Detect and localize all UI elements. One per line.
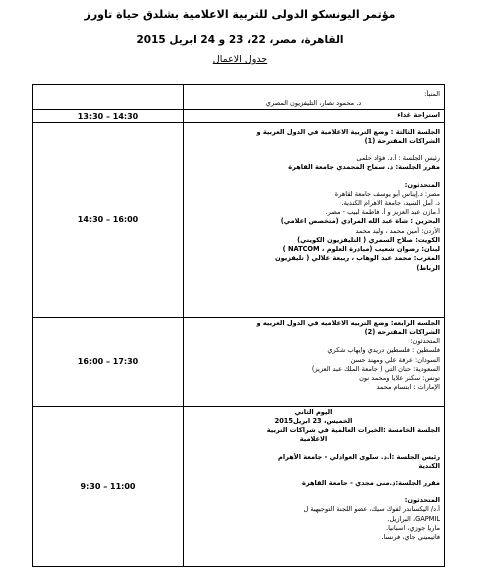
speaker-line: ماريا جوزي، اسبانيا.	[385, 523, 440, 532]
table-row	[33, 406, 445, 566]
time-cell: 16:00 – 17:30	[33, 317, 184, 406]
day-date: الخميس، 23 ابريل2015	[274, 416, 353, 425]
time-cell: 13:30 – 14:30	[33, 110, 184, 122]
speaker-line: الأردن: أمين محمد ، وليد محمد	[355, 226, 440, 235]
session-cell	[184, 122, 445, 317]
lunch-break-label: استراحة غداء	[397, 111, 440, 120]
session-rapporteur: مقرر الجلسة: د. سماح المحمدي جامعة القاهرة	[288, 163, 440, 172]
session-title: الجلسة الخامسة :الخبرات العالمية في شراكات التربية	[266, 426, 440, 435]
schedule-heading: جدول الاعمال	[212, 54, 268, 65]
speaker-line: المغرب: محمد عبد الوهاب ، ربيعة علالي ( تليفزيون	[274, 254, 440, 263]
day-label: اليوم الثاني	[294, 407, 333, 416]
table-row	[33, 110, 445, 122]
speaker-line: البحرين : شاة عبد الله المرادي (متخصص اعلامي)	[280, 217, 440, 226]
time-cell: 9:30 – 11:00	[33, 406, 184, 566]
session-cell	[184, 406, 445, 566]
speakers-label: المتحدثون:	[404, 496, 440, 505]
session-rapporteur: مقرر الجلسة:د.منى مجدي - جامعة القاهرة	[301, 478, 440, 487]
session-title: الجلسة الثالثة : وضع التربية الاعلامية في الدول العربية و	[256, 127, 440, 136]
session-title-cont: الشراكات المقترحة (1)	[364, 136, 440, 145]
speaker-line: مصر: د.إيناس أبو يوسف جامعة لقاهرة	[334, 189, 440, 198]
session-title-cont: الشراكات المقترحه (2)	[364, 327, 440, 336]
speakers-label: المتحدثون:	[410, 337, 440, 346]
speaker-line: د. أمل السيد، جامعة الاهرام الكندية.	[341, 198, 440, 207]
speaker-line: فاتيميني جاي، فرنسا.	[381, 533, 440, 542]
table-row	[33, 122, 445, 317]
speaker-line: الإمارات : ابتسام محمد	[376, 383, 440, 392]
time-cell: 14:30 – 16:00	[33, 122, 184, 317]
venue-label: المنبأ:	[424, 90, 440, 98]
speaker-line: أ.مازن عبد العزيز و أ. فاطمة لبيب - مصر.	[325, 208, 440, 217]
session-cell	[184, 317, 445, 406]
speakers-label: المتحدثون:	[404, 180, 440, 189]
speaker-line: GAPMIL، البرازيل.	[387, 514, 440, 523]
time-cell	[33, 85, 184, 110]
session-chair: رئيس الجلسة :أ.د. سلوى العوادلي - جامعة الأهرام	[278, 452, 440, 461]
session-title-cont: الاعلامية	[299, 435, 328, 444]
session-title: الجلسه الرابعه: وضع التربيه الاعلاميه في الدول العربيه و	[256, 318, 440, 327]
speaker-line: السودان: عرفة علي ومهند حسن	[350, 355, 440, 364]
agenda-table	[32, 84, 445, 567]
speaker-line: فلسطين : فلسطين دريدي وايهاب شكري	[327, 346, 440, 355]
speaker-line: تونس: سكنر علايا ومحمد نون	[359, 373, 440, 382]
venue-text: د. محمود نصار، التليفزيون المصري	[265, 99, 362, 108]
session-cell	[184, 110, 445, 122]
session-cell	[184, 85, 445, 110]
speaker-line: الكويت: صلاح السمري ( التليفزيون الكويتي)	[297, 235, 440, 244]
speaker-line: السعودية: حنان التي ( جامعة الملك عبد العزيز)	[311, 364, 440, 373]
speaker-line: أ.د/ اليكساندر لفوك سيك، عضو اللجنة التوجيهية ل	[303, 505, 440, 514]
conference-date-location: القاهرة، مصر، 22، 23 و 24 ابريل 2015	[136, 34, 344, 46]
session-chair: رئيس الجلسة : أ.د. فؤاد حلمى	[356, 154, 440, 163]
table-row	[33, 317, 445, 406]
session-chair-cont: الكندية	[418, 461, 440, 470]
table-row	[33, 85, 445, 110]
speaker-line: لبنان: رضوان شعيب (مبادرة العلوم ، NATCOM )	[282, 245, 440, 254]
speaker-line: الرباط)	[416, 263, 440, 272]
conference-title: مؤتمر اليونسكو الدولى للتربية الاعلامية بشلدق حياة تاورز	[84, 8, 396, 21]
